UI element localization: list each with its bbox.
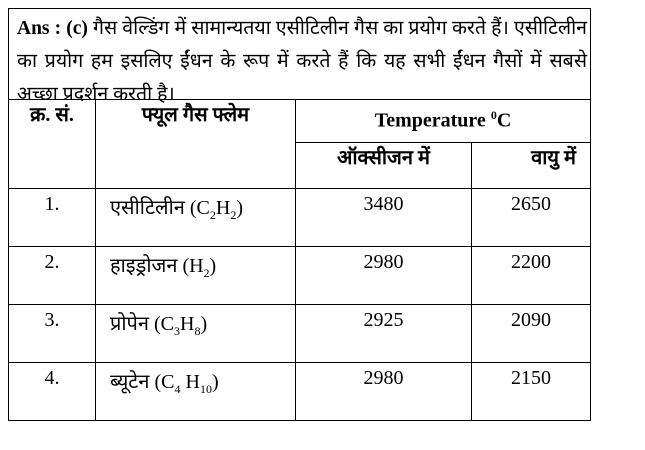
table-row xyxy=(9,189,591,247)
fuel-name: ब्यूटेन (C xyxy=(110,371,175,393)
row-air: 2150 xyxy=(472,363,591,421)
row-oxygen: 3480 xyxy=(296,189,472,247)
formula-part: ) xyxy=(211,371,219,393)
row-sno: 3. xyxy=(9,305,96,363)
row-air: 2200 xyxy=(472,247,591,305)
row-sno: 4. xyxy=(9,363,96,421)
formula-part: ) xyxy=(200,313,208,335)
row-oxygen: 2925 xyxy=(296,305,472,363)
row-sno: 2. xyxy=(9,247,96,305)
temperature-sup: 0 xyxy=(490,108,497,122)
formula-sub: 10 xyxy=(199,382,212,396)
formula-part: ) xyxy=(236,197,243,219)
row-sno: 1. xyxy=(9,189,96,247)
header-temperature xyxy=(296,100,591,143)
header-row xyxy=(9,100,591,143)
formula-sub: 3 xyxy=(174,324,181,338)
row-fuel xyxy=(96,363,296,421)
formula-sub: 2 xyxy=(203,266,210,280)
row-air: 2650 xyxy=(472,189,591,247)
row-oxygen: 2980 xyxy=(296,363,472,421)
temperature-unit: C xyxy=(496,109,512,132)
answer-paragraph xyxy=(17,12,587,111)
row-fuel xyxy=(96,305,296,363)
table-row xyxy=(9,363,591,421)
answer-text: गैस वेल्डिंग में सामान्यतया एसीटिलीन गैस का प्रयोग करते हैं। एसीटिलीन का प्रयोग हम इसलिए ईंधन के रूप में करते हैं कि यह सभी ईंधन गैसों में सबसे अच्छा प्रदर्शन करती है। xyxy=(17,18,588,105)
answer-box xyxy=(8,8,591,105)
answer-prefix: Ans : (c) xyxy=(17,18,88,39)
formula-sub: 2 xyxy=(230,208,237,222)
row-oxygen: 2980 xyxy=(296,247,472,305)
formula-part: H xyxy=(215,197,231,219)
fuel-name: प्रोपेन (C xyxy=(110,313,175,335)
table-row xyxy=(9,305,591,363)
formula-sub: 8 xyxy=(194,324,201,338)
formula-part: H xyxy=(180,313,195,335)
fuel-name: एसीटिलीन (C xyxy=(110,197,210,219)
fuel-gas-table xyxy=(8,99,591,421)
formula-sub: 2 xyxy=(209,208,216,222)
header-fuel: फ्यूल गैस फ्लेम xyxy=(96,100,296,189)
header-air: वायु में xyxy=(472,143,591,189)
row-air: 2090 xyxy=(472,305,591,363)
table-row xyxy=(9,247,591,305)
formula-sub: 4 xyxy=(174,382,181,396)
formula-part: ) xyxy=(209,255,217,277)
header-oxygen: ऑक्सीजन में xyxy=(296,143,472,189)
row-fuel xyxy=(96,247,296,305)
header-sno: क्र. सं. xyxy=(9,100,96,189)
temperature-label: Temperature xyxy=(374,109,486,132)
row-fuel xyxy=(96,189,296,247)
fuel-name: हाइड्रोजन (H xyxy=(110,255,204,277)
formula-part: H xyxy=(180,371,200,393)
